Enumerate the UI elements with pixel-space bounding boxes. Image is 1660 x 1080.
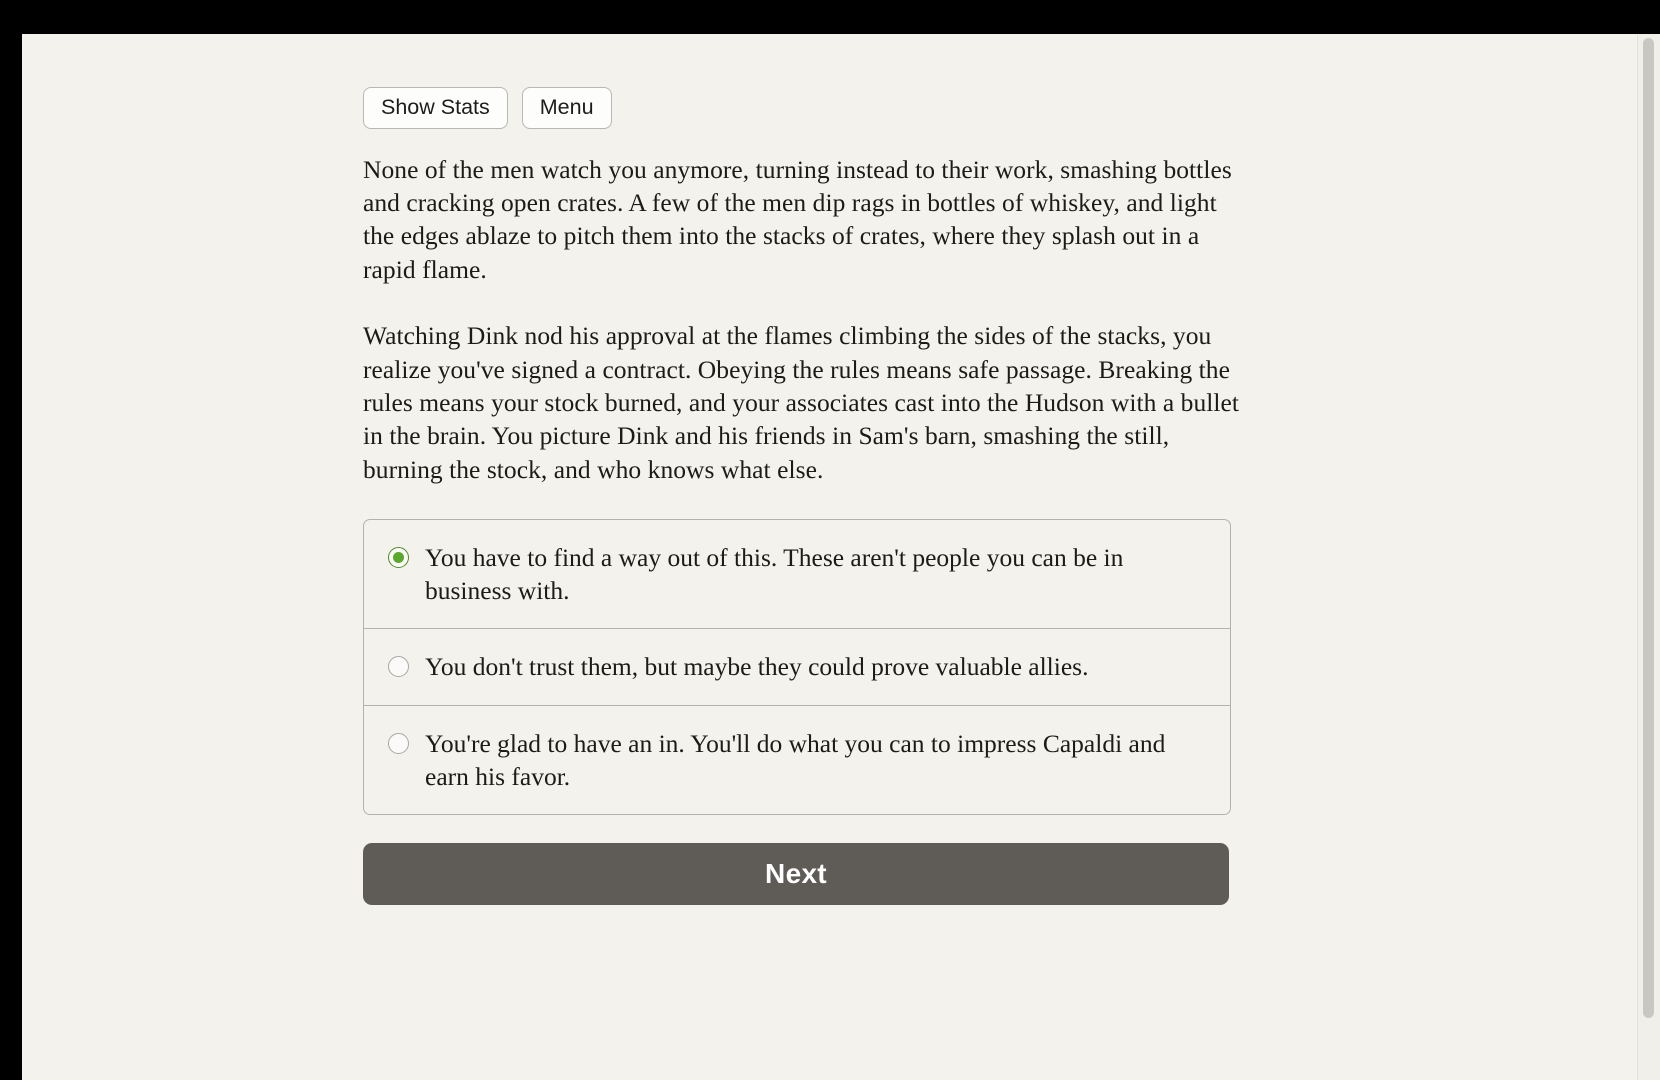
radio-button-icon[interactable] [388, 547, 409, 568]
show-stats-button[interactable]: Show Stats [363, 87, 508, 129]
toolbar [363, 87, 1283, 129]
menu-button[interactable]: Menu [522, 87, 612, 129]
choice-option-1[interactable] [364, 520, 1230, 629]
scrollbar-thumb[interactable] [1643, 38, 1654, 1018]
choice-option-3[interactable] [364, 706, 1230, 814]
page-scrollbar[interactable] [1637, 34, 1660, 1080]
story-page [22, 34, 1638, 1080]
radio-button-icon[interactable] [388, 656, 409, 677]
choice-label: You're glad to have an in. You'll do what you can to impress Capaldi and earn his favor. [425, 728, 1166, 791]
story-text [363, 153, 1283, 487]
choice-label: You have to find a way out of this. These aren't people you can be in business with. [425, 543, 1124, 606]
story-paragraph: None of the men watch you anymore, turning instead to their work, smashing bottles and cracking open crates. A few of the men dip rags in bottles of whiskey, and light the edges ablaze to pitch them into the stacks of crates, where they splash out in a rapid flame. [363, 154, 1232, 284]
choice-label: You don't trust them, but maybe they could prove valuable allies. [425, 652, 1089, 682]
story-content [363, 34, 1283, 905]
radio-button-icon[interactable] [388, 733, 409, 754]
choice-list [363, 519, 1231, 815]
next-button[interactable]: Next [363, 843, 1229, 905]
story-paragraph: Watching Dink nod his approval at the flames climbing the sides of the stacks, you realize you've signed a contract. Obeying the rules means safe passage. Breaking the rules means your stock burned, and your associates cast into the Hudson with a bullet in the brain. You picture Dink and his friends in Sam's barn, smashing the still, burning the stock, and who knows what else. [363, 321, 1240, 484]
choice-option-2[interactable] [364, 629, 1230, 705]
window-topbar [0, 0, 1660, 34]
